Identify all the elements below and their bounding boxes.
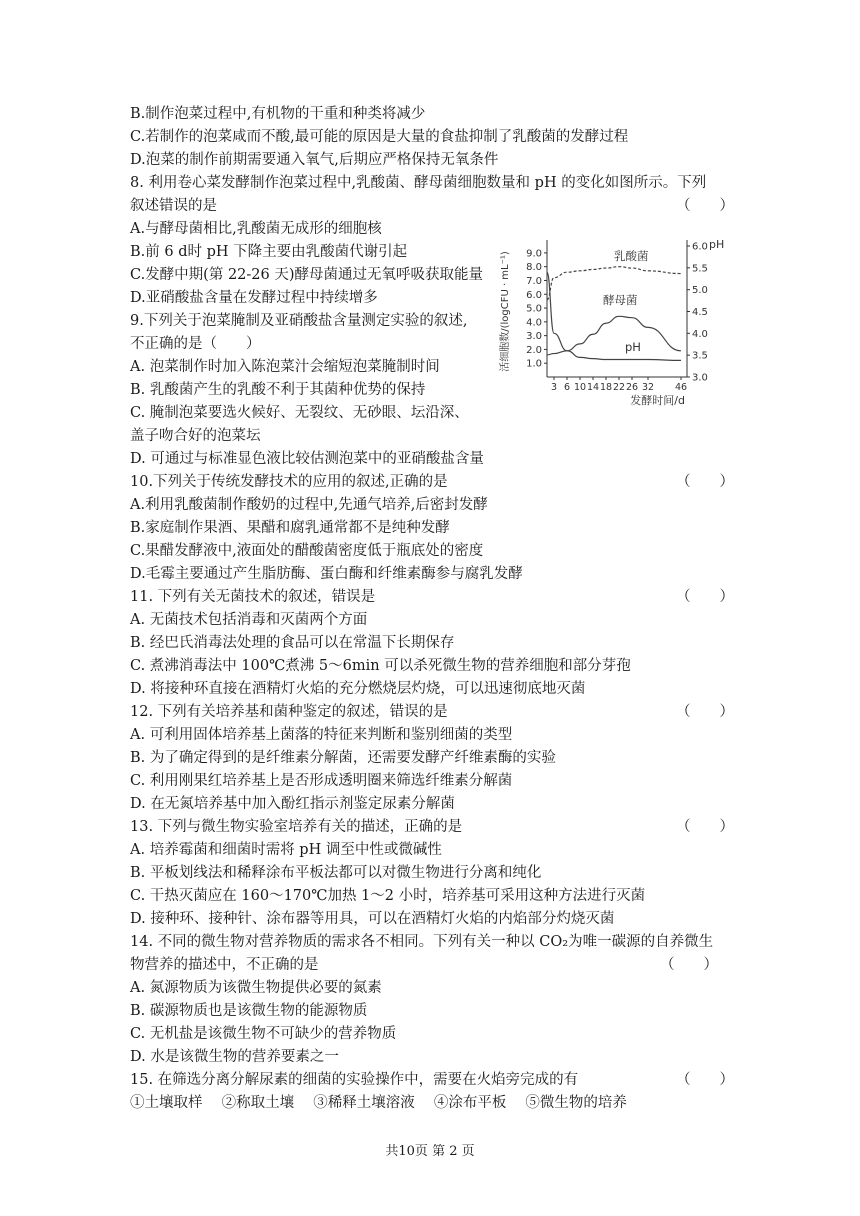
x-tick-label: 32 [641,382,655,393]
text-line: A.利用乳酸菌制作酸奶的过程中,先通气培养,后密封发酵 [130,497,488,513]
series-label: 乳酸菌 [614,249,649,263]
text-line: A. 培养霉菌和细菌时需将 pH 调至中性或微碱性 [130,842,442,858]
text-line: A. 可利用固体培养基上菌落的特征来判断和鉴别细菌的类型 [130,727,513,743]
text-line: B. 碳源物质也是该微生物的能源物质 [130,1003,368,1019]
left-tick-label: 9.0 [526,248,542,260]
chart-series [547,267,681,361]
text-line: ①土壤取样 ②称取土壤 ③稀释土壤溶液 ④涂布平板 ⑤微生物的培养 [130,1095,627,1111]
text-line: D.泡菜的制作前期需要通入氧气,后期应严格保持无氧条件 [130,152,499,168]
text-line: 盖子吻合好的泡菜坛 [130,428,261,444]
series-label: 酵母菌 [603,293,638,307]
right-tick-label: 3.5 [692,350,708,362]
text-line: B. 平板划线法和稀释涂布平板法都可以对微生物进行分离和纯化 [130,865,542,881]
left-tick-label: 4.0 [526,317,542,329]
x-tick-label: 22 [612,382,626,393]
answer-paren: （ ） [660,957,718,973]
text-line: B.制作泡菜过程中,有机物的干重和种类将减少 [130,106,426,122]
answer-paren: （ ） [676,819,734,835]
text-line: 14. 不同的微生物对营养物质的需求各不相同。下列有关一种以 CO₂为唯一碳源的自养微生 [130,934,714,950]
text-line: C.若制作的泡菜咸而不酸,最可能的原因是大量的食盐抑制了乳酸菌的发酵过程 [130,129,629,145]
left-tick-label: 2.0 [526,344,542,356]
text-line: 9.下列关于泡菜腌制及亚硝酸盐含量测定实验的叙述, [130,313,468,329]
x-tick-label: 10 [573,382,587,393]
x-tick-label: 3 [550,382,558,393]
text-line: 15. 在筛选分离分解尿素的细菌的实验操作中，需要在火焰旁完成的有 [130,1072,579,1088]
right-tick-label: 5.5 [692,263,708,275]
text-line: B. 经巴氏消毒法处理的食品可以在常温下长期保存 [130,635,455,651]
x-tick-label: 26 [625,382,639,393]
text-line: B.家庭制作果酒、果醋和腐乳通常都不是纯种发酵 [130,520,450,536]
answer-paren: （ ） [676,198,734,214]
text-line: 不正确的是（ ） [130,336,261,352]
text-line: 11. 下列有关无菌技术的叙述，错误是 [130,589,376,605]
x-tick-label: 18 [599,382,613,393]
right-tick-label: 3.0 [692,372,708,384]
text-line: C.果醋发酵液中,液面处的醋酸菌密度低于瓶底处的密度 [130,543,484,559]
text-line: D. 在无氮培养基中加入酚红指示剂鉴定尿素分解菌 [130,796,455,812]
answer-paren: （ ） [676,474,734,490]
chart-labels [498,238,724,407]
fermentation-chart [492,234,730,446]
x-tick-label: 6 [563,382,571,393]
right-tick-label: 5.0 [692,285,708,297]
text-line: 物营养的描述中，不正确的是 [130,957,319,973]
text-line: A. 氮源物质为该微生物提供必要的氮素 [130,980,382,996]
text-line: B. 为了确定得到的是纤维素分解菌，还需要发酵产纤维素酶的实验 [130,750,556,766]
left-tick-label: 7.0 [526,275,542,287]
text-line: C. 煮沸消毒法中 100℃煮沸 5～6min 可以杀死微生物的营养细胞和部分芽孢 [130,658,631,674]
answer-paren: （ ） [676,1072,734,1088]
text-line: D. 将接种环直接在酒精灯火焰的充分燃烧层灼烧，可以迅速彻底地灭菌 [130,681,586,697]
right-tick-label: 4.0 [692,328,708,340]
text-line: 8. 利用卷心菜发酵制作泡菜过程中,乳酸菌、酵母菌细胞数量和 pH 的变化如图所示。下列 [130,175,707,191]
text-line: D.毛霉主要通过产生脂肪酶、蛋白酶和纤维素酶参与腐乳发酵 [130,566,523,582]
answer-paren: （ ） [676,589,734,605]
text-line: D. 可通过与标准显色液比较估测泡菜中的亚硝酸盐含量 [130,451,484,467]
text-line: B. 乳酸菌产生的乳酸不利于其菌种优势的保持 [130,382,426,398]
text-line: C. 利用刚果红培养基上是否形成透明圈来筛选纤维素分解菌 [130,773,513,789]
series-line-yeast [547,316,681,355]
text-line: D. 水是该微生物的营养要素之一 [130,1049,339,1065]
text-line: D.亚硝酸盐含量在发酵过程中持续增多 [130,290,378,306]
right-tick-label: 4.5 [692,307,708,318]
text-line: 13. 下列与微生物实验室培养有关的描述，正确的是 [130,819,463,835]
series-line-ph [547,272,681,360]
text-line: 10.下列关于传统发酵技术的应用的叙述,正确的是 [130,474,448,490]
text-line: B.前 6 d时 pH 下降主要由乳酸菌代谢引起 [130,244,408,260]
answer-paren: （ ） [676,704,734,720]
text-line: C.发酵中期(第 22-26 天)酵母菌通过无氧呼吸获取能量 [130,267,484,283]
x-tick-label: 14 [586,382,600,393]
left-tick-label: 8.0 [526,262,542,274]
text-line: 叙述错误的是 [130,198,217,214]
left-tick-label: 6.0 [526,289,542,301]
left-axis-label: 活细胞数/(logCFU · mL⁻¹) [500,251,511,372]
text-line: C. 干热灭菌应在 160～170℃加热 1～2 小时，培养基可采用这种方法进行灭菌 [130,888,646,904]
text-line: A. 无菌技术包括消毒和灭菌两个方面 [130,612,368,628]
text-line: 12. 下列有关培养基和菌种鉴定的叙述，错误的是 [130,704,448,720]
text-line: A.与酵母菌相比,乳酸菌无成形的细胞核 [130,221,382,237]
text-line: C. 腌制泡菜要选火候好、无裂纹、无砂眼、坛沿深、 [130,405,469,421]
text-line: A. 泡菜制作时加入陈泡菜汁会缩短泡菜腌制时间 [130,359,440,375]
left-tick-label: 5.0 [526,303,542,315]
page-footer: 共10页 第 2 页 [385,1144,475,1159]
text-line: D. 接种环、接种针、涂布器等用具，可以在酒精灯火焰的内焰部分灼烧灭菌 [130,911,615,927]
left-tick-label: 3.0 [526,331,542,343]
text-line: C. 无机盐是该微生物不可缺少的营养物质 [130,1026,397,1042]
x-axis-label: 发酵时间/d [630,394,685,407]
right-tick-label: 6.0 [692,241,708,253]
right-axis-label: pH [709,238,725,251]
left-tick-label: 1.0 [526,358,542,370]
x-tick-label: 46 [674,382,688,393]
series-label: pH [625,340,641,354]
